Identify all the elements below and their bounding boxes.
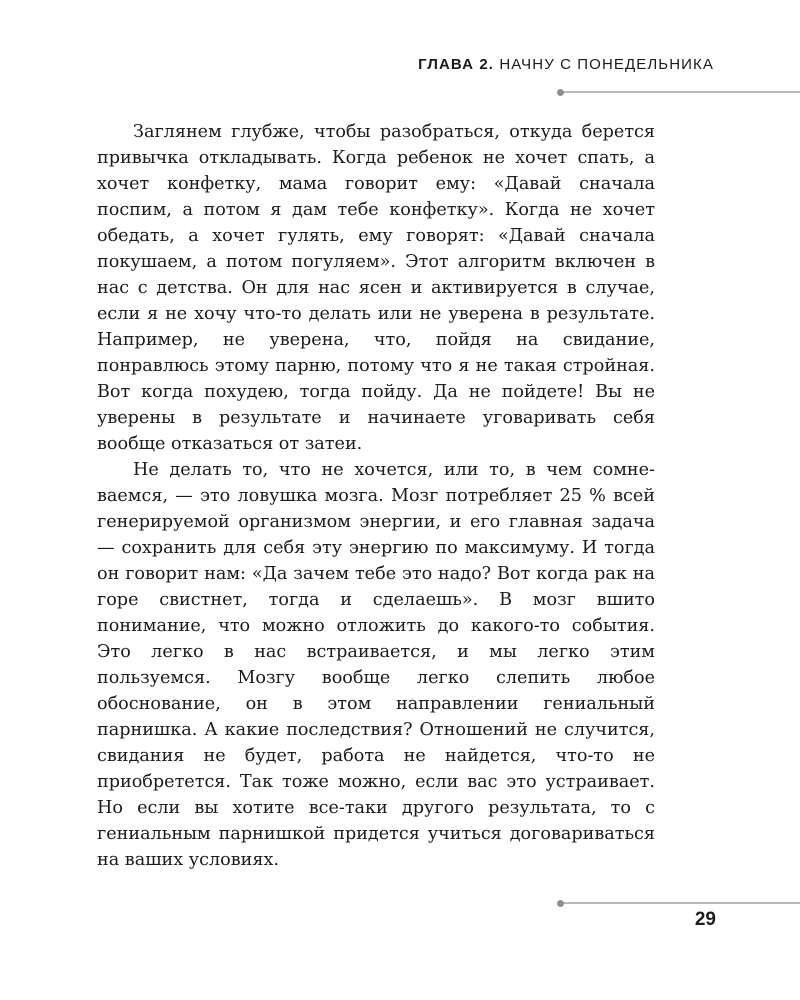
chapter-title: НАЧНУ С ПОНЕДЕЛЬНИКА: [499, 56, 714, 73]
footer-rule-dot: [557, 900, 564, 907]
header-rule: [560, 91, 800, 93]
paragraph-2: Не делать то, что не хочется, или то, в чем сомневаемся, — это ловушка мозга. Мозг потребляет 25 % всей генерируемой организмом энергии, и его главная задача — сохранить для себя эту энергию по максимуму. И тогда он говорит нам: «Да зачем тебе это надо? Вот когда рак на горе свистнет, тогда и сделаешь». В мозг вшито понимание, что можно отложить до какого-то события. Это легко в нас встраивается, и мы легко этим пользуемся. Мозгу вообще легко слепить любое обоснование, он в этом направлении гениальный парнишка. А какие последствия? Отношений не случится, свидания не будет, работа не найдется, что-то не приобретется. Так тоже можно, если вас это устраивает. Но если вы хотите все-таки другого результата, то с гениальным парнишкой придется учиться договариваться на ваших условиях.: [97, 460, 655, 870]
paragraph-1: Заглянем глубже, чтобы разобраться, откуда берется привычка откладывать. Когда ребенок не хочет спать, а хочет конфетку, мама говорит ему: «Давай сначала поспим, а потом я дам тебе конфетку». Когда не хочет обедать, а хочет гулять, ему говорят: «Давай сначала покушаем, а потом погуляем». Этот алгоритм включен в нас с детства. Он для нас ясен и активируется в случае, если я не хочу что-то делать или не уверена в результате. Например, не уверена, что, пойдя на свидание, понравлюсь этому парню, потому что я не такая стройная. Вот когда похудею, тогда пойду. Да не пойдете! Вы не уверены в результате и начинаете уговаривать себя вообще отказаться от затеи.: [97, 122, 655, 454]
footer-rule: [560, 902, 800, 904]
body-text: [97, 119, 655, 873]
page-number: 29: [694, 909, 716, 930]
running-head: [418, 56, 714, 73]
chapter-label: ГЛАВА 2.: [418, 56, 495, 73]
header-rule-dot: [557, 89, 564, 96]
